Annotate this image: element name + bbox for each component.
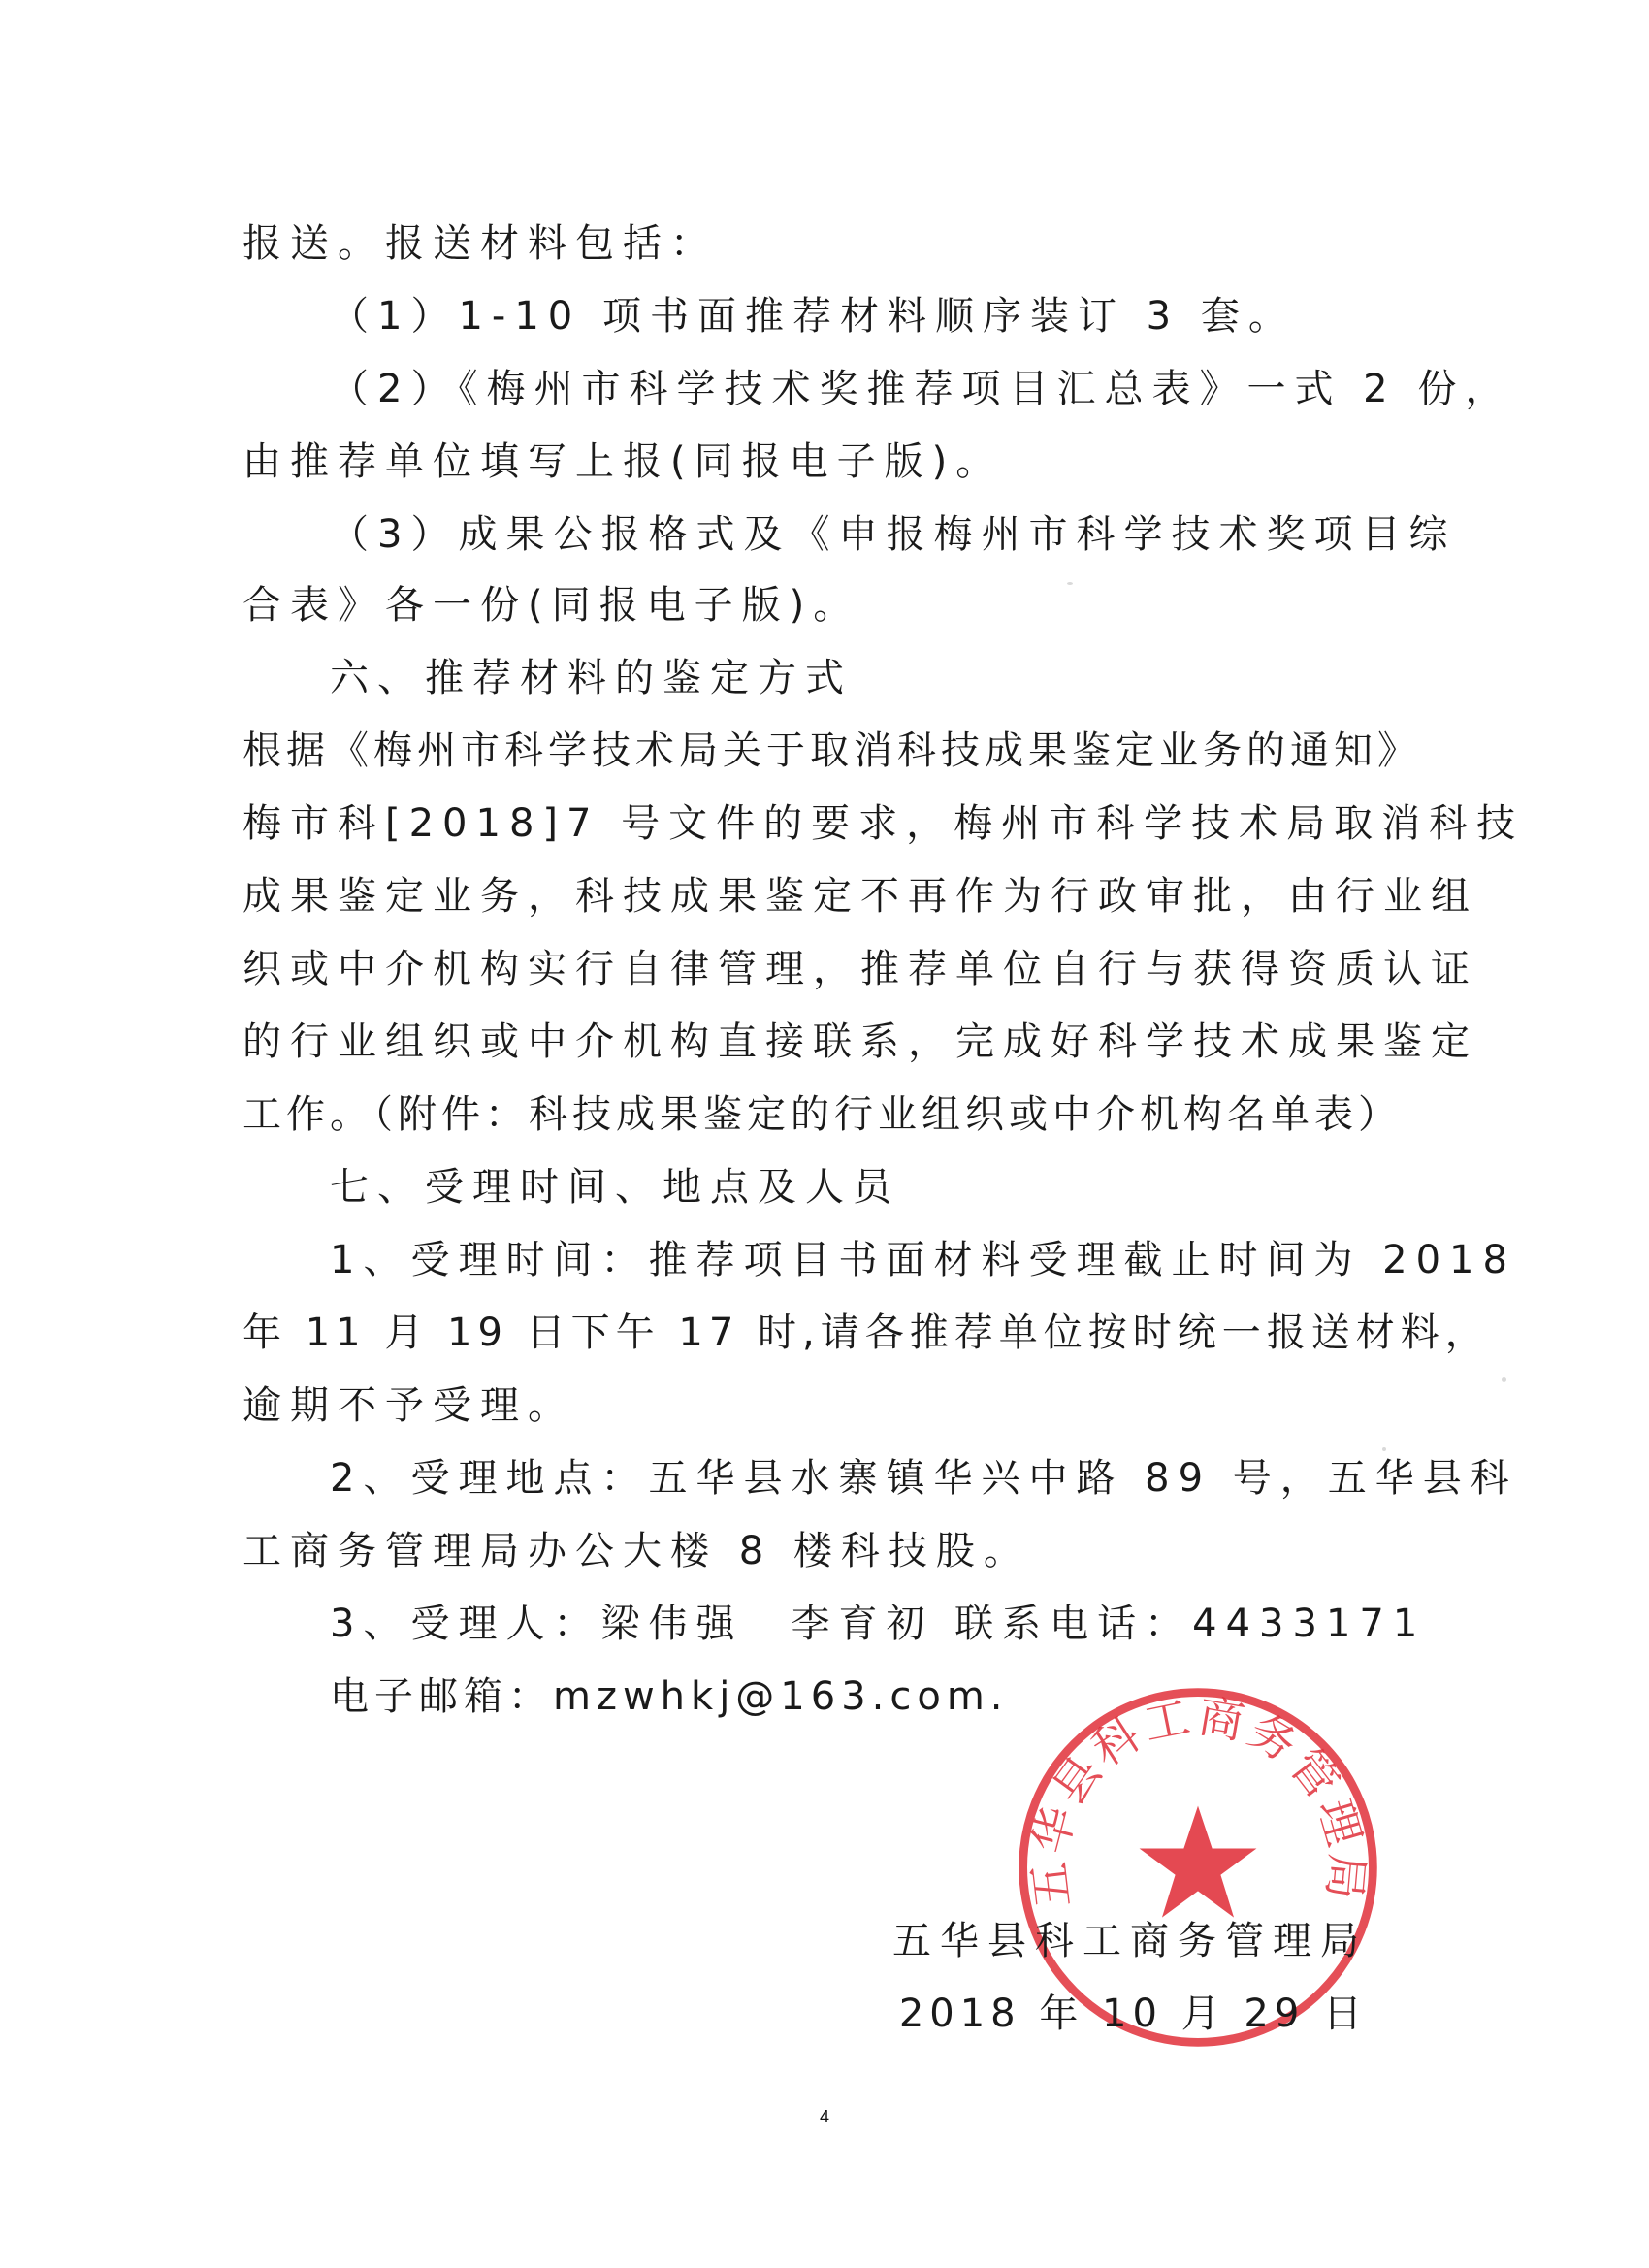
seal-star-icon (1140, 1806, 1257, 1918)
body-line-8: 根据《梅州市科学技术局关于取消科技成果鉴定业务的通知》 (242, 729, 1421, 773)
scan-speck (1382, 1447, 1386, 1451)
body-line-9: 梅市科[2018]7 号文件的要求，梅州市科学技术局取消科技 (242, 801, 1525, 846)
body-line-20: 3、受理人：梁伟强 李育初 联系电话：4433171 (330, 1602, 1427, 1646)
body-line-3: （2）《梅州市科学技术奖推荐项目汇总表》一式 2 份， (330, 367, 1513, 411)
body-line-16: 年 11 月 19 日下午 17 时,请各推荐单位按时统一报送材料， (242, 1311, 1490, 1355)
section-heading-7: 七、受理时间、地点及人员 (330, 1165, 900, 1210)
signature-org: 五华县科工商务管理局 (892, 1919, 1368, 1963)
body-line-18: 2、受理地点：五华县水寨镇华兴中路 89 号，五华县科 (330, 1456, 1518, 1501)
body-line-1: 报送。报送材料包括： (242, 221, 718, 266)
body-line-15: 1、受理时间：推荐项目书面材料受理截止时间为 2018 (330, 1238, 1516, 1282)
scan-speck (1067, 582, 1073, 585)
body-line-19: 工商务管理局办公大楼 8 楼科技股。 (242, 1529, 1031, 1573)
body-line-12: 的行业组织或中介机构直接联系，完成好科学技术成果鉴定 (242, 1020, 1478, 1064)
body-line-11: 织或中介机构实行自律管理，推荐单位自行与获得资质认证 (242, 947, 1478, 991)
body-line-5: （3）成果公报格式及《申报梅州市科学技术奖项目综 (330, 512, 1457, 557)
body-line-6: 合表》各一份(同报电子版)。 (242, 583, 861, 628)
signature-date: 2018 年 10 月 29 日 (898, 1992, 1368, 2036)
email-line: 电子邮箱：mzwhkj@163.com. (330, 1674, 1009, 1719)
svg-text:五华县科工商务管理局: 五华县科工商务管理局 (1022, 1690, 1374, 1911)
section-heading-6: 六、推荐材料的鉴定方式 (330, 656, 853, 700)
body-line-2: （1）1-10 项书面推荐材料顺序装订 3 套。 (330, 294, 1296, 339)
body-line-10: 成果鉴定业务，科技成果鉴定不再作为行政审批，由行业组 (242, 874, 1478, 919)
body-line-13: 工作。（附件：科技成果鉴定的行业组织或中介机构名单表） (242, 1092, 1402, 1137)
body-line-4: 由推荐单位填写上报(同报电子版)。 (242, 439, 1004, 484)
scan-speck (1502, 1377, 1506, 1382)
page-number: 4 (819, 2107, 829, 2126)
body-line-17: 逾期不予受理。 (242, 1383, 575, 1428)
